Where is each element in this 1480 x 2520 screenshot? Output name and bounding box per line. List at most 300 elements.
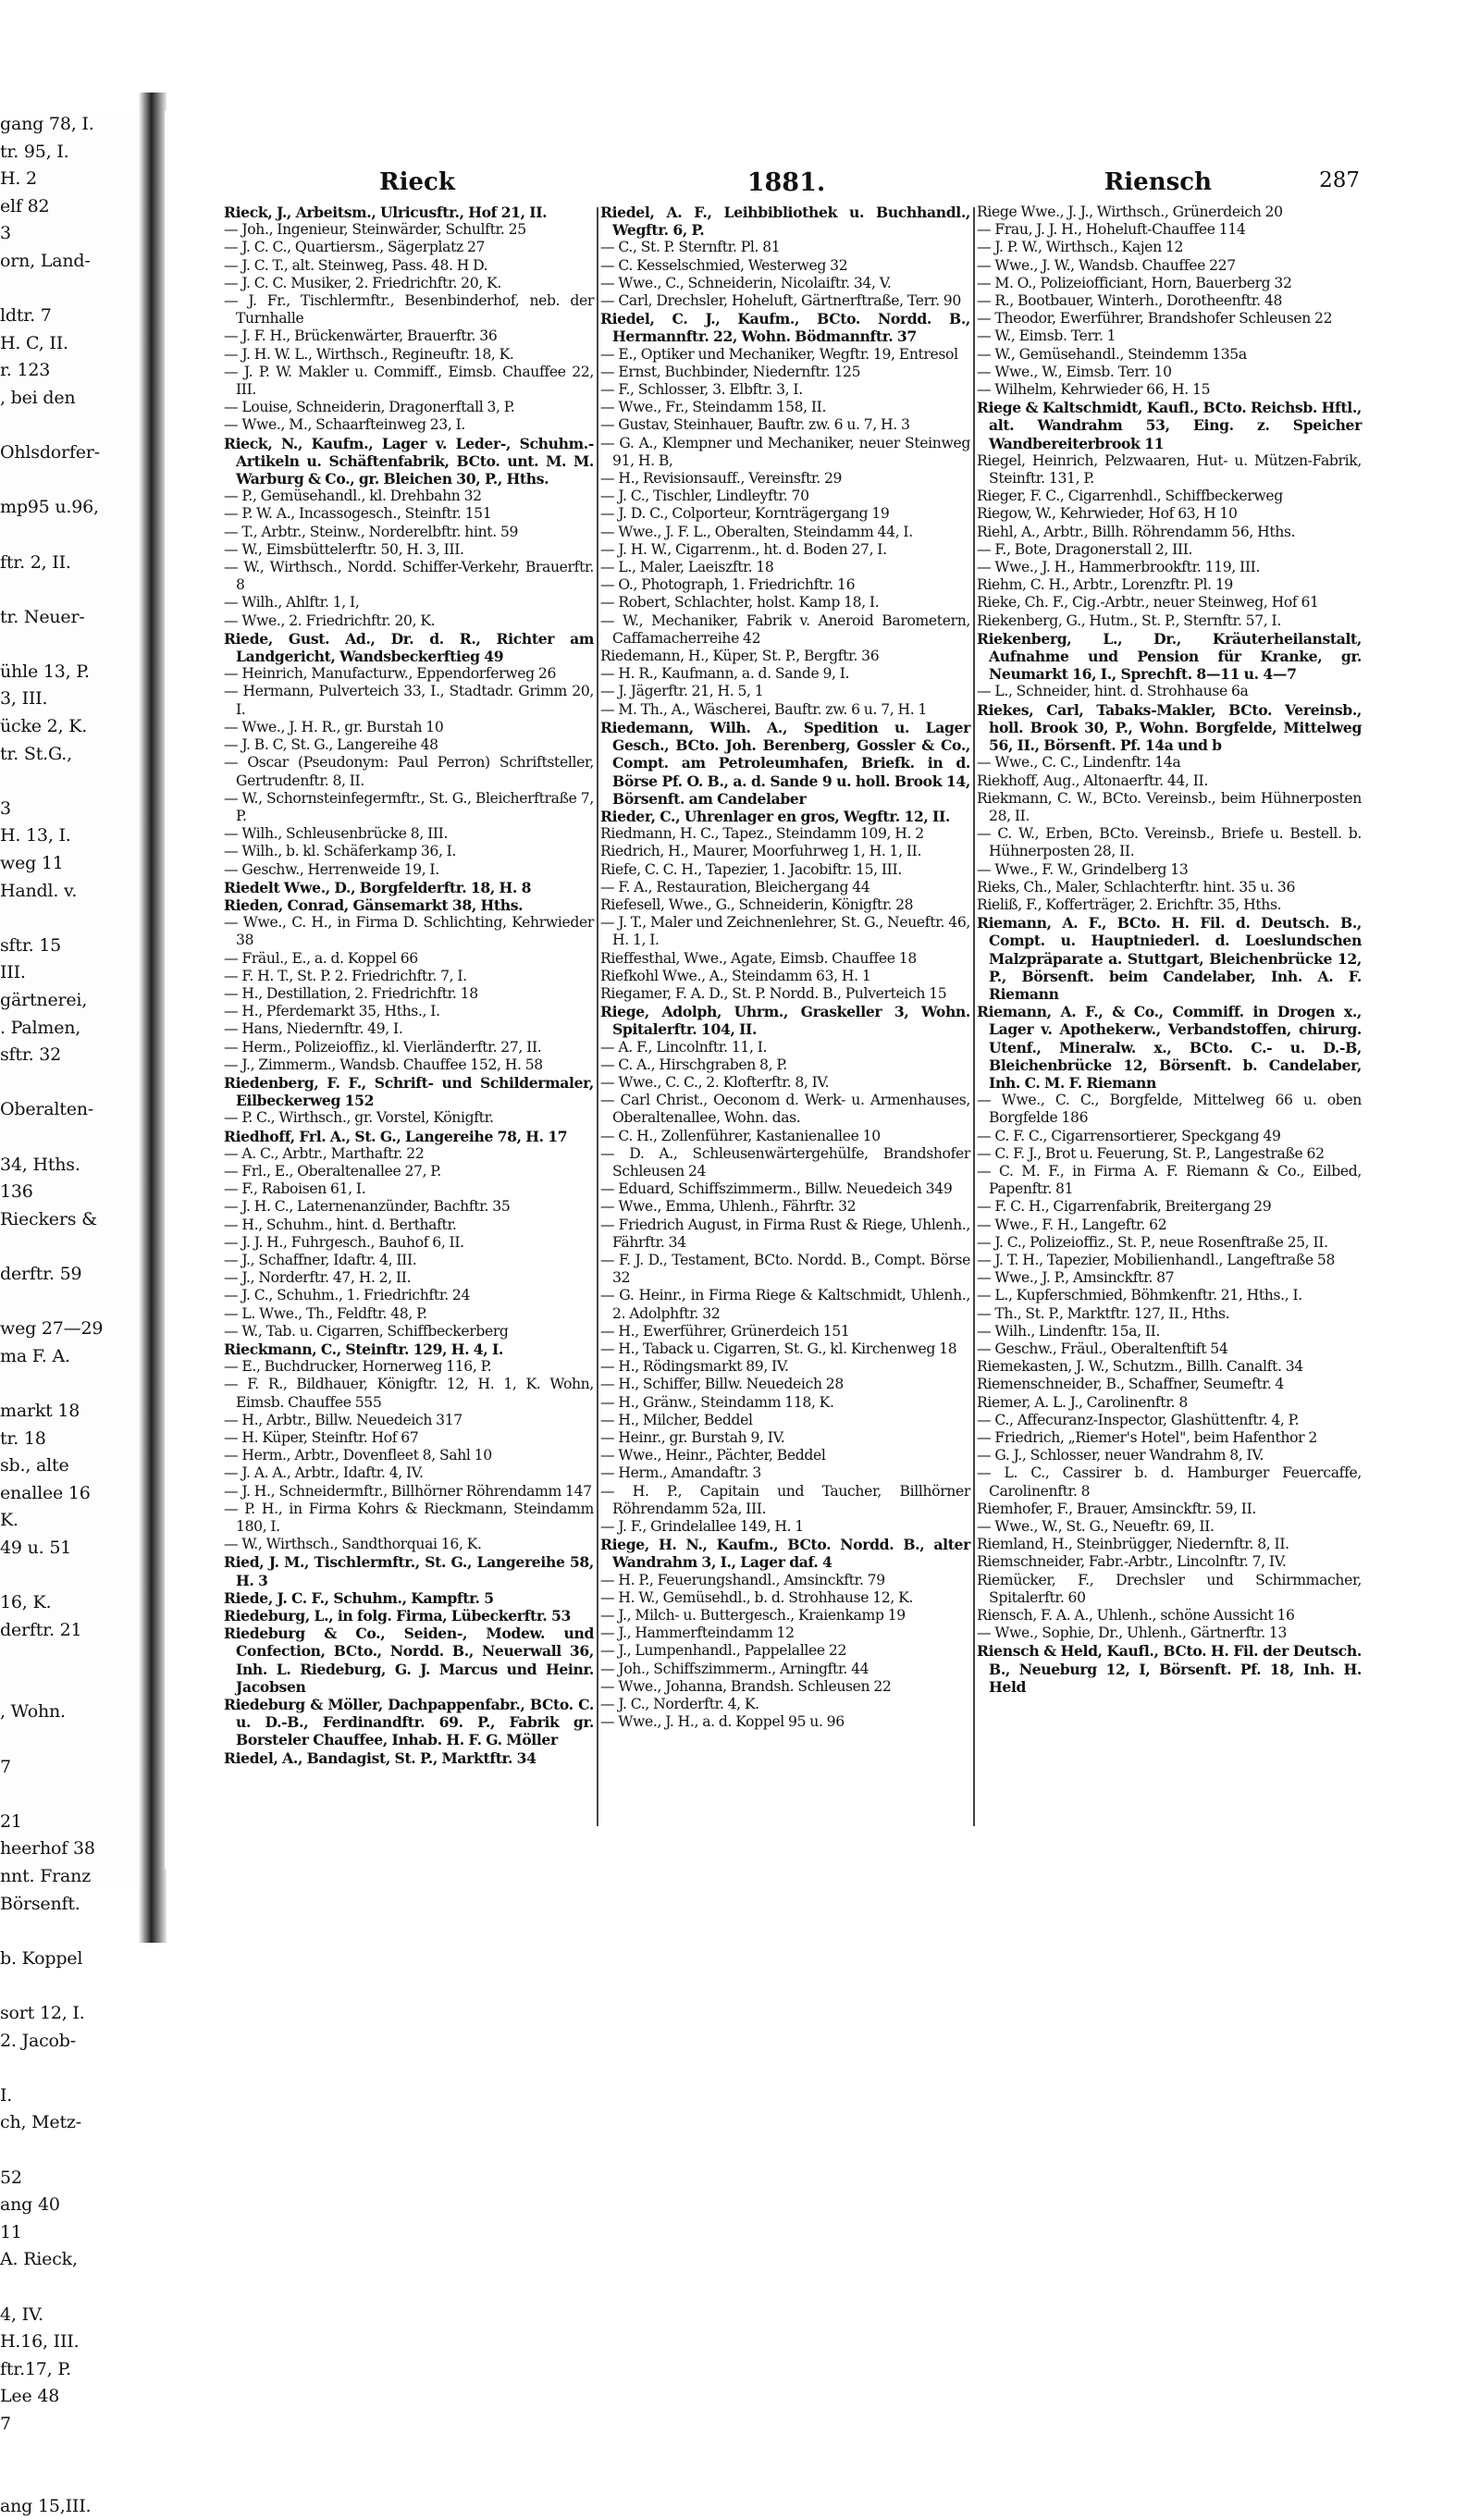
adjacent-page-line: 16, K.	[0, 1592, 52, 1613]
directory-entry: — L., Kupferschmied, Böhmkenftr. 21, Hths., I.	[977, 1287, 1302, 1304]
adjacent-page-line: ühle 13, P.	[0, 661, 90, 682]
adjacent-page-line: sftr. 32	[0, 1044, 62, 1066]
directory-entry: Riekenberg, G., Hutm., St. P., Sternftr. 57, I.	[977, 611, 1281, 629]
directory-entry: Riehm, C. H., Arbtr., Lorenzftr. Pl. 19	[977, 576, 1233, 594]
directory-entry: Riensch, F. A. A., Uhlenh., schöne Aussicht 16	[977, 1607, 1295, 1624]
adjacent-page-line	[0, 2055, 139, 2082]
directory-entry: — W., Eimsbüttelerftr. 50, H. 3, III.	[224, 540, 464, 558]
directory-entry: Riedeburg, L., in folg. Firma, Lübeckerftr. 53	[224, 1607, 571, 1625]
adjacent-page-line: gang 78, I.	[0, 114, 94, 134]
directory-entry: — Wilh., Schleusenbrücke 8, III.	[224, 825, 449, 843]
adjacent-page-line: H. C, II.	[0, 332, 68, 353]
directory-entry: — P. H., in Firma Kohrs & Rieckmann, Steindamm 180, I.	[224, 1500, 594, 1536]
directory-entry: — J. C., Norderftr. 4, K.	[600, 1696, 759, 1713]
adjacent-page-line: A. Rieck,	[0, 2249, 78, 2270]
directory-column-3	[977, 204, 1362, 1832]
adjacent-page-line: 136	[0, 1181, 33, 1203]
directory-entry: — Heinr., gr. Burstah 9, IV.	[600, 1429, 785, 1447]
directory-entry: — J. F. H., Brückenwärter, Brauerftr. 36	[224, 327, 498, 345]
directory-entry: — W., Tab. u. Cigarren, Schiffbeckerberg	[224, 1322, 509, 1340]
adjacent-page-line	[0, 768, 139, 796]
adjacent-page-line: K.	[0, 1510, 18, 1531]
directory-entry: Rieke, Ch. F., Cig.-Arbtr., neuer Steinweg, Hof 61	[977, 594, 1319, 611]
directory-entry: — Hermann, Pulverteich 33, I., Stadtadr. Grimm 20, I.	[224, 683, 594, 718]
adjacent-page-line	[0, 522, 139, 550]
directory-entry: Riedel, C. J., Kaufm., BCto. Nordd. B., Hermannftr. 22, Wohn. Bödmannftr. 37	[600, 310, 970, 346]
adjacent-page-line: Ohlsdorfer-	[0, 442, 100, 463]
directory-entry: — H., Milcher, Beddel	[600, 1411, 753, 1428]
directory-entry: — H., Gränw., Steindamm 118, K.	[600, 1393, 834, 1411]
directory-entry: — F., Bote, Dragonerstall 2, III.	[977, 540, 1193, 558]
directory-entry: Rieckmann, C., Steinftr. 129, H. 4, I.	[224, 1340, 503, 1358]
adjacent-page-line: Rieckers &	[0, 1208, 97, 1229]
directory-entry: — H., Schuhm., hint. d. Berthaftr.	[224, 1216, 457, 1233]
adjacent-page-line: sort 12, I.	[0, 2002, 85, 2023]
directory-entry: — H. Küper, Steinftr. Hof 67	[224, 1429, 419, 1447]
directory-entry: — F., Schlosser, 3. Elbftr. 3, I.	[600, 381, 803, 399]
directory-entry: Riege & Kaltschmidt, Kaufl., BCto. Reichsb. Hftl., alt. Wandrahm 53, Eing. z. Speicher Wandbereiterbrook 11	[977, 399, 1362, 452]
directory-entry: Riekenberg, L., Dr., Kräuterheilanstalt, Aufnahme und Pension für Kranke, gr. Neumarkt 16, I., Sprechft. 8—11 u. 4—7	[977, 629, 1362, 684]
adjacent-page-line: derftr. 59	[0, 1263, 82, 1284]
directory-entry: Ried, J. M., Tischlermftr., St. G., Langereihe 58, H. 3	[224, 1553, 594, 1589]
directory-entry: Riedemann, H., Küper, St. P., Bergftr. 36	[600, 648, 880, 665]
directory-entry: — Wwe., W., St. G., Neueftr. 69, II.	[977, 1518, 1215, 1536]
directory-entry: — Wwe., C., Schneiderin, Nicolaiftr. 34, V.	[600, 274, 892, 291]
directory-entry: Riefkohl Wwe., A., Steindamm 63, H. 1	[600, 967, 871, 984]
directory-entry: — Friedrich August, in Firma Rust & Riege, Uhlenh., Fährftr. 34	[600, 1216, 970, 1251]
directory-entry: Riefe, C. C. H., Tapezier, 1. Jacobiftr. 15, III.	[600, 860, 902, 878]
directory-entry: — J. C., Schuhm., 1. Friedrichftr. 24	[224, 1287, 471, 1304]
column-divider	[973, 207, 975, 1826]
adjacent-page-line: sb., alte	[0, 1455, 69, 1476]
directory-entry: — D. A., Schleusenwärtergehülfe, Brandshofer Schleusen 24	[600, 1144, 970, 1180]
directory-entry: — Gustav, Steinhauer, Bauftr. zw. 6 u. 7, H. 3	[600, 416, 910, 434]
adjacent-page-line	[0, 1562, 139, 1589]
adjacent-page-line: nnt. Franz	[0, 1866, 92, 1886]
adjacent-page-line: derftr. 21	[0, 1619, 82, 1640]
directory-entry: — W., Gemüsehandl., Steindemm 135a	[977, 345, 1247, 363]
adjacent-page-line: mp95 u.96,	[0, 497, 99, 518]
adjacent-page-line: tr. St.G.,	[0, 743, 72, 764]
adjacent-page-line: . Palmen,	[0, 1017, 81, 1038]
adjacent-page-line	[0, 1644, 139, 1672]
directory-entry: — A. F., Lincolnftr. 11, I.	[600, 1038, 768, 1056]
adjacent-page-line: Oberalten-	[0, 1099, 94, 1120]
running-head	[213, 168, 1360, 205]
directory-entry: — G. A., Klempner und Mechaniker, neuer Steinweg 91, H. B,	[600, 434, 970, 469]
directory-entry: — F. C. H., Cigarrenfabrik, Breitergang 29	[977, 1198, 1272, 1216]
adjacent-page-line: H. 13, I.	[0, 825, 71, 846]
adjacent-page-line: 7	[0, 1756, 11, 1777]
directory-entry: — J. H., Schneidermftr., Billhörner Röhrendamm 147	[224, 1482, 592, 1500]
directory-entry: Riemücker, F., Drechsler und Schirmmacher, Spitalerftr. 60	[977, 1571, 1362, 1606]
directory-entry: — L., Maler, Laeiszftr. 18	[600, 559, 774, 576]
directory-entry: — Wwe., Emma, Uhlenh., Fährftr. 32	[600, 1198, 857, 1216]
adjacent-page-line	[0, 631, 139, 659]
directory-entry: — H., Schiffer, Billw. Neuedeich 28	[600, 1376, 844, 1393]
adjacent-page-line	[0, 1918, 139, 1946]
directory-entry: Riedmann, H. C., Tapez., Steindamm 109, H. 2	[600, 825, 924, 843]
directory-entry: — C. W., Erben, BCto. Vereinsb., Briefe u. Bestell. b. Hühnerposten 28, II.	[977, 825, 1362, 860]
adjacent-page-line: ftr.17, P.	[0, 2358, 71, 2379]
directory-entry: Riekhoff, Aug., Altonaerftr. 44, II.	[977, 772, 1208, 789]
directory-entry: Riedeburg & Möller, Dachpappenfabr., BCto. C. u. D.-B., Ferdinandftr. 69. P., Fabrik gr. Borsteler Chauffee, Inhab. H. F. G. Möller	[224, 1696, 594, 1749]
directory-entry: — P. C., Wirthsch., gr. Vorstel, Königftr.	[224, 1109, 494, 1127]
directory-entry: — J. Jägerftr. 21, H. 5, 1	[600, 683, 764, 700]
directory-entry: Riede, Gust. Ad., Dr. d. R., Richter am Landgericht, Wandsbeckerftieg 49	[224, 629, 594, 666]
directory-entry: — J. T., Maler und Zeichnenlehrer, St. G., Neueftr. 46, H. 1, I.	[600, 914, 970, 949]
directory-entry: Rieden, Conrad, Gänsemarkt 38, Hths.	[224, 896, 524, 914]
directory-entry: — Wwe., J. W., Wandsb. Chauffee 227	[977, 256, 1236, 274]
directory-entry: — C. Kesselschmied, Westerweg 32	[600, 256, 848, 274]
adjacent-page-line	[0, 276, 139, 303]
adjacent-page-line: Lee 48	[0, 2386, 60, 2407]
adjacent-page-line: orn, Land-	[0, 250, 91, 271]
adjacent-page-line	[0, 2465, 139, 2493]
directory-entry: — Wwe., 2. Friedrichftr. 20, K.	[224, 611, 436, 629]
directory-entry: Riedelt Wwe., D., Borgfelderftr. 18, H. 8	[224, 878, 532, 896]
adjacent-page-line: markt 18	[0, 1400, 80, 1421]
directory-entry: — J. C., Polizeioffiz., St. P., neue Rosenftraße 25, II.	[977, 1233, 1328, 1251]
adjacent-page-line: ang 40	[0, 2194, 60, 2216]
directory-entry: — J., Norderftr. 47, H. 2, II.	[224, 1269, 412, 1287]
directory-entry: Rieck, J., Arbeitsm., Ulricusftr., Hof 21, II.	[224, 204, 548, 221]
directory-entry: — Th., St. P., Marktftr. 127, II., Hths.	[977, 1304, 1230, 1322]
directory-entry: — G. J., Schlosser, neuer Wandrahm 8, IV.	[977, 1447, 1264, 1464]
directory-entry: Riehl, A., Arbtr., Billh. Röhrendamm 56, Hths.	[977, 523, 1296, 540]
directory-entry: — Wwe., C. H., in Firma D. Schlichting, Kehrwieder 38	[224, 914, 594, 949]
adjacent-page-line: , bei den	[0, 387, 76, 408]
directory-entry: — J. H. W. L., Wirthsch., Regineuftr. 18, K.	[224, 345, 514, 363]
directory-entry: — L., Schneider, hint. d. Strohhause 6a	[977, 683, 1249, 700]
adjacent-page-line	[0, 413, 139, 440]
directory-entry: — Joh., Schiffszimmerm., Arningftr. 44	[600, 1660, 870, 1677]
adjacent-page-line: gärtnerei,	[0, 990, 88, 1010]
directory-entry: Riekmann, C. W., BCto. Vereinsb., beim Hühnerposten 28, II.	[977, 789, 1362, 824]
directory-entry: — Hans, Niedernftr. 49, I.	[224, 1020, 403, 1038]
directory-entry: Riegamer, F. A. D., St. P. Nordd. B., Pulverteich 15	[600, 984, 947, 1002]
directory-entry: — Frau, J. J. H., Hoheluft-Chauffee 114	[977, 221, 1246, 239]
directory-entry: — H. W., Gemüsehdl., b. d. Strohhause 12, K.	[600, 1588, 914, 1606]
directory-entry: — E., Optiker und Mechaniker, Wegftr. 19, Entresol	[600, 345, 958, 363]
directory-entry: — J. D. C., Colporteur, Kornträgergang 19	[600, 505, 890, 523]
directory-entry: — H., Pferdemarkt 35, Hths., I.	[224, 1003, 440, 1020]
directory-entry: — R., Bootbauer, Winterh., Dorotheenftr. 48	[977, 292, 1283, 310]
directory-entry: — P., Gemüsehandl., kl. Drehbahn 32	[224, 488, 482, 505]
directory-entry: — H., Rödingsmarkt 89, IV.	[600, 1358, 789, 1376]
adjacent-page-line: III.	[0, 962, 26, 983]
directory-entry: — C. H., Zollenführer, Kastanienallee 10	[600, 1127, 881, 1144]
adjacent-page-line	[0, 1124, 139, 1152]
adjacent-page-line: ldtr. 7	[0, 305, 52, 327]
directory-entry: — Wwe., C. C., Lindenftr. 14a	[977, 754, 1181, 772]
directory-entry: — Theodor, Ewerführer, Brandshofer Schleusen 22	[977, 310, 1333, 327]
adjacent-page-line	[0, 1233, 139, 1261]
adjacent-page-line: elf 82	[0, 195, 50, 216]
adjacent-page-line	[0, 1781, 139, 1809]
directory-column-1	[224, 204, 594, 1832]
directory-entry: — J. Fr., Tischlermftr., Besenbinderhof, neb. der Turnhalle	[224, 292, 594, 327]
adjacent-page-line: tr. 95, I.	[0, 141, 69, 162]
directory-entry: Rieks, Ch., Maler, Schlachterftr. hint. 35 u. 36	[977, 878, 1296, 896]
directory-entry: Riekes, Carl, Tabaks-Makler, BCto. Vereinsb., holl. Brook 30, P., Wohn. Borgfelde, Mittelweg 56, II., Börsenft. Pf. 14a und b	[977, 700, 1362, 755]
adjacent-page-line: ücke 2, K.	[0, 716, 88, 737]
directory-entry: — J. C. C., Quartiersm., Sägerplatz 27	[224, 239, 486, 256]
adjacent-page-line	[0, 1069, 139, 1097]
directory-entry: Rieger, F. C., Cigarrenhdl., Schiffbeckerweg	[977, 488, 1283, 505]
adjacent-page-line	[0, 2274, 139, 2302]
directory-entry: — J. P. W., Wirthsch., Kajen 12	[977, 239, 1184, 256]
directory-entry: — Friedrich, „Riemer's Hotel", beim Hafenthor 2	[977, 1429, 1317, 1447]
directory-entry: — W., Eimsb. Terr. 1	[977, 327, 1116, 345]
directory-entry: — F. J. D., Testament, BCto. Nordd. B., Compt. Börse 32	[600, 1251, 970, 1287]
directory-entry: — Wilh., b. kl. Schäferkamp 36, I.	[224, 843, 457, 860]
directory-entry: — J. C., Tischler, Lindleyftr. 70	[600, 488, 809, 505]
directory-entry: — J., Lumpenhandl., Pappelallee 22	[600, 1642, 847, 1660]
directory-entry: — Eduard, Schiffszimmerm., Billw. Neuedeich 349	[600, 1180, 953, 1198]
directory-entry: — C. F. C., Cigarrensortierer, Speckgang 49	[977, 1127, 1281, 1144]
directory-entry: — H., Revisionsauff., Vereinsftr. 29	[600, 470, 843, 488]
adjacent-page-line: 49 u. 51	[0, 1537, 72, 1558]
book-gutter	[139, 93, 166, 1943]
directory-entry: Riemschneider, Fabr.-Arbtr., Lincolnftr. 7, IV.	[977, 1553, 1287, 1571]
running-head-right: Riensch	[1104, 168, 1212, 196]
directory-entry: — C., St. P. Sternftr. Pl. 81	[600, 239, 781, 256]
adjacent-page-line: tr. 18	[0, 1427, 46, 1449]
adjacent-page-line: weg 27—29	[0, 1318, 104, 1340]
directory-entry: — H., Destillation, 2. Friedrichftr. 18	[224, 984, 478, 1002]
directory-entry: — Fräul., E., a. d. Koppel 66	[224, 949, 418, 967]
adjacent-page-line: ang 15,III.	[0, 2495, 92, 2516]
directory-columns	[224, 204, 1362, 1832]
directory-entry: Riege, H. N., Kaufm., BCto. Nordd. B., alter Wandrahm 3, I., Lager daf. 4	[600, 1536, 970, 1572]
adjacent-page-line: 3	[0, 223, 11, 244]
directory-entry: — Oscar (Pseudonym: Paul Perron) Schriftsteller, Gertrudenftr. 8, II.	[224, 754, 594, 789]
directory-entry: Rieck, N., Kaufm., Lager v. Leder-, Schuhm.-Artikeln u. Schäftenfabrik, BCto. unt. M. M. Warburg & Co., gr. Bleichen 30, P., Hths.	[224, 434, 594, 488]
directory-entry: Riensch & Held, Kaufl., BCto. H. Fil. der Deutsch. B., Neueburg 12, I, Börsenft. Pf. 18, Inh. H. Held	[977, 1642, 1362, 1696]
directory-entry: — W., Mechaniker, Fabrik v. Aneroid Barometern, Caffamacherreihe 42	[600, 611, 970, 647]
directory-entry: — Wwe., J. H., Hammerbrookftr. 119, III.	[977, 559, 1261, 576]
directory-entry: — H., Arbtr., Billw. Neuedeich 317	[224, 1411, 462, 1428]
directory-entry: — Wwe., F. H., Langeftr. 62	[977, 1216, 1167, 1233]
directory-entry: — J., Zimmerm., Wandsb. Chauffee 152, H. 58	[224, 1056, 543, 1073]
directory-entry: — H. R., Kaufmann, a. d. Sande 9, I.	[600, 665, 850, 683]
adjacent-page-line: 34, Hths.	[0, 1154, 80, 1175]
directory-entry: — Herm., Polizeioffiz., kl. Vierländerftr. 27, II.	[224, 1038, 542, 1056]
adjacent-page-line	[0, 467, 139, 495]
directory-entry: — Wwe., J. H., a. d. Koppel 95 u. 96	[600, 1713, 845, 1731]
directory-entry: — Wwe., W., Eimsb. Terr. 10	[977, 363, 1172, 380]
adjacent-page-line: H.16, III.	[0, 2331, 80, 2353]
directory-entry: — J. P. W. Makler u. Commiff., Eimsb. Chauffee 22, III.	[224, 363, 594, 399]
adjacent-page-line	[0, 576, 139, 604]
directory-entry: — J. H. W., Cigarrenm., ht. d. Boden 27, I.	[600, 540, 887, 558]
directory-entry: — L. Wwe., Th., Feldftr. 48, P.	[224, 1304, 427, 1322]
directory-entry: Riedeburg & Co., Seiden-, Modew. und Confection, BCto., Nordd. B., Neuerwall 36, Inh. L. Riedeburg, G. J. Marcus und Heinr. Jacobsen	[224, 1624, 594, 1696]
adjacent-page-line: ma F. A.	[0, 1345, 70, 1366]
directory-entry: — J., Milch- u. Buttergesch., Kraienkamp 19	[600, 1607, 906, 1624]
adjacent-page-line: , Wohn.	[0, 1701, 66, 1723]
directory-entry: — Heinrich, Manufacturw., Eppendorferweg 26	[224, 665, 557, 683]
running-head-year: 1881.	[746, 168, 826, 197]
directory-entry: Riegow, W., Kehrwieder, Hof 63, H 10	[977, 505, 1238, 523]
adjacent-page-line: H. 2	[0, 168, 37, 190]
directory-entry: — W., Schornsteinfegermftr., St. G., Bleicherftraße 7, P.	[224, 789, 594, 824]
adjacent-page-line	[0, 2438, 139, 2465]
adjacent-page-line	[0, 1972, 139, 2000]
adjacent-page-line: 7	[0, 2413, 11, 2434]
adjacent-page-line: 4, IV.	[0, 2304, 43, 2325]
directory-entry: — J. T. H., Tapezier, Mobilienhandl., Langeftraße 58	[977, 1251, 1336, 1268]
directory-entry: — Wwe., C. C., Borgfelde, Mittelweg 66 u. oben Borgfelde 186	[977, 1092, 1362, 1127]
directory-entry: — Frl., E., Oberaltenallee 27, P.	[224, 1162, 441, 1180]
running-head-left: Rieck	[379, 168, 455, 196]
directory-entry: — G. Heinr., in Firma Riege & Kaltschmidt, Uhlenh., 2. Adolphftr. 32	[600, 1287, 970, 1322]
directory-entry: Rieliß, F., Kofferträger, 2. Erichftr. 35, Hths.	[977, 896, 1282, 913]
directory-entry: Riemenschneider, B., Schaffner, Seumeftr. 4	[977, 1376, 1285, 1393]
directory-entry: — Carl Christ., Oeconom d. Werk- u. Armenhauses, Oberaltenallee, Wohn. das.	[600, 1092, 970, 1127]
directory-entry: — A. C., Arbtr., Marthaftr. 22	[224, 1144, 425, 1162]
adjacent-page-line	[0, 1672, 139, 1699]
directory-entry: — Wilh., Lindenftr. 15a, II.	[977, 1322, 1161, 1340]
directory-entry: — Geschw., Herrenweide 19, I.	[224, 860, 439, 878]
directory-entry: Riedhoff, Frl. A., St. G., Langereihe 78, H. 17	[224, 1127, 568, 1145]
directory-entry: Riege Wwe., J. J., Wirthsch., Grünerdeich 20	[977, 204, 1283, 220]
directory-entry: — J. F., Grindelallee 149, H. 1	[600, 1518, 804, 1536]
adjacent-page-fragment	[0, 111, 139, 2516]
adjacent-page-line: 3, III.	[0, 688, 48, 710]
directory-entry: — Ernst, Buchbinder, Niedernftr. 125	[600, 363, 861, 380]
adjacent-page-line: heerhof 38	[0, 1838, 95, 1859]
directory-entry: — Herm., Arbtr., Dovenfleet 8, Sahl 10	[224, 1447, 492, 1464]
directory-entry: — H., Taback u. Cigarren, St. G., kl. Kirchenweg 18	[600, 1340, 957, 1357]
adjacent-page-line: weg 11	[0, 853, 64, 874]
directory-entry: — Wwe., Heinr., Pächter, Beddel	[600, 1447, 826, 1464]
directory-entry: — Wwe., J. P., Amsinckftr. 87	[977, 1269, 1175, 1287]
directory-entry: Rieder, C., Uhrenlager en gros, Wegftr. 12, II.	[600, 807, 950, 825]
directory-entry: Riemann, A. F., BCto. H. Fil. d. Deutsch. B., Compt. u. Hauptniederl. d. Loeslundschen Malzpräparate a. Stuttgart, Bleichenbrücke 12, P., Börsenft. beim Candelaber, Inh. A. F. Riemann	[977, 914, 1362, 1003]
directory-entry: — Geschw., Fräul., Oberaltenftift 54	[977, 1340, 1228, 1357]
adjacent-page-line: I.	[0, 2084, 13, 2106]
directory-entry: Rieffesthal, Wwe., Agate, Eimsb. Chauffee 18	[600, 949, 917, 967]
directory-entry: Riedel, A., Bandagist, St. P., Marktftr. 34	[224, 1748, 536, 1767]
directory-entry: — Carl, Drechsler, Hoheluft, Gärtnerftraße, Terr. 90	[600, 292, 961, 310]
directory-entry: — Wwe., J. F. L., Oberalten, Steindamm 44, I.	[600, 523, 913, 540]
directory-entry: Riemekasten, J. W., Schutzm., Billh. Canalft. 34	[977, 1358, 1303, 1376]
directory-column-2	[600, 204, 970, 1832]
directory-entry: — Herm., Amandaftr. 3	[600, 1464, 761, 1482]
directory-entry: — H. P., Feuerungshandl., Amsinckftr. 79	[600, 1571, 885, 1588]
directory-entry: — F. R., Bildhauer, Königftr. 12, H. 1, K. Wohn, Eimsb. Chauffee 555	[224, 1376, 594, 1411]
adjacent-page-line	[0, 1726, 139, 1754]
adjacent-page-line: b. Koppel	[0, 1947, 83, 1969]
directory-entry: — F., Raboisen 61, I.	[224, 1180, 366, 1198]
adjacent-page-line	[0, 1370, 139, 1398]
adjacent-page-line: Börsenft.	[0, 1893, 80, 1914]
directory-entry: — Wwe., J. H. R., gr. Burstah 10	[224, 718, 444, 735]
directory-entry: — Wwe., F. W., Grindelberg 13	[977, 860, 1189, 878]
directory-entry: — J., Schaffner, Idaftr. 4, III.	[224, 1251, 417, 1268]
directory-entry: Riegel, Heinrich, Pelzwaaren, Hut- u. Mützen-Fabrik, Steinftr. 131, P.	[977, 451, 1362, 488]
directory-entry: — J. A. A., Arbtr., Idaftr. 4, IV.	[224, 1464, 424, 1482]
adjacent-page-line: 11	[0, 2221, 22, 2242]
directory-entry: Riede, J. C. F., Schuhm., Kampftr. 5	[224, 1588, 494, 1607]
column-divider	[597, 207, 598, 1826]
directory-entry: — E., Buchdrucker, Hornerweg 116, P.	[224, 1358, 492, 1376]
directory-entry: — Joh., Ingenieur, Steinwärder, Schulftr. 25	[224, 221, 526, 239]
directory-entry: — C. A., Hirschgraben 8, P.	[600, 1056, 787, 1073]
adjacent-page-line: 21	[0, 1810, 22, 1832]
directory-entry: — T., Arbtr., Steinw., Norderelbftr. hint. 59	[224, 523, 519, 540]
directory-entry: — Wwe., Sophie, Dr., Uhlenh., Gärtnerftr. 13	[977, 1624, 1288, 1642]
directory-entry: — Wwe., M., Schaarfteinweg 23, I.	[224, 416, 466, 434]
directory-entry: — Robert, Schlachter, holst. Kamp 18, I.	[600, 594, 880, 611]
directory-entry: Riedenberg, F. F., Schrift- und Schildermaler, Eilbeckerweg 152	[224, 1073, 594, 1110]
directory-entry: — W., Wirthsch., Nordd. Schiffer-Verkehr, Brauerftr. 8	[224, 559, 594, 594]
directory-entry: — Wilhelm, Kehrwieder 66, H. 15	[977, 381, 1211, 399]
directory-entry: — W., Wirthsch., Sandthorquai 16, K.	[224, 1536, 482, 1553]
directory-entry: Riedemann, Wilh. A., Spedition u. Lager Gesch., BCto. Joh. Berenberg, Gossler & Co., Compt. am Petroleumhafen, Briefk. in d. Börse Pf. O. B., a. d. Sande 9 u. holl. Brook 14, Börsenft. am Candelaber	[600, 718, 970, 808]
adjacent-page-line: enallee 16	[0, 1482, 91, 1503]
directory-entry: — M. Th., A., Wäscherei, Bauftr. zw. 6 u. 7, H. 1	[600, 700, 928, 718]
directory-entry: Riedrich, H., Maurer, Moorfuhrweg 1, H. 1, II.	[600, 843, 922, 860]
directory-entry: — J. H. C., Laternenanzünder, Bachftr. 35	[224, 1198, 511, 1216]
directory-entry: — C., Affecuranz-Inspector, Glashüttenftr. 4, P.	[977, 1411, 1300, 1428]
directory-entry: — H. P., Capitain und Taucher, Billhörner Röhrendamm 52a, III.	[600, 1482, 970, 1517]
adjacent-page-line	[0, 905, 139, 933]
directory-entry: Riefesell, Wwe., G., Schneiderin, Königftr. 28	[600, 896, 914, 913]
directory-entry: — J. C. C. Musiker, 2. Friedrichftr. 20, K.	[224, 274, 501, 291]
directory-entry: Riege, Adolph, Uhrm., Graskeller 3, Wohn. Spitalerftr. 104, II.	[600, 1003, 970, 1039]
page-number: 287	[1319, 168, 1360, 192]
adjacent-page-line: 52	[0, 2167, 22, 2188]
directory-entry: — J., Hammerfteindamm 12	[600, 1624, 795, 1642]
adjacent-page-line: sftr. 15	[0, 934, 62, 956]
directory-entry: — C. M. F., in Firma A. F. Riemann & Co., Eilbed, Papenftr. 81	[977, 1162, 1362, 1198]
directory-entry: — H., Ewerführer, Grünerdeich 151	[600, 1322, 850, 1340]
directory-entry: — F. A., Restauration, Bleichergang 44	[600, 878, 870, 896]
directory-entry: — Wilh., Ahlftr. 1, I,	[224, 594, 360, 611]
directory-entry: — C. F. J., Brot u. Feuerung, St. P., Langestraße 62	[977, 1144, 1325, 1162]
directory-entry: — L. C., Cassirer b. d. Hamburger Feuercaffe, Carolinenftr. 8	[977, 1464, 1362, 1500]
directory-entry: Riemhofer, F., Brauer, Amsinckftr. 59, II.	[977, 1500, 1257, 1517]
directory-entry: Riemland, H., Steinbrügger, Niedernftr. 8, II.	[977, 1536, 1289, 1553]
adjacent-page-line	[0, 2137, 139, 2165]
adjacent-page-line: Handl. v.	[0, 880, 78, 901]
directory-entry: — J. J. H., Fuhrgesch., Bauhof 6, II.	[224, 1233, 464, 1251]
directory-entry: — F. H. T., St. P. 2. Friedrichftr. 7, I.	[224, 967, 467, 984]
directory-entry: — J. B. C, St. G., Langereihe 48	[224, 736, 438, 754]
directory-entry: — Wwe., Fr., Steindamm 158, II.	[600, 399, 827, 416]
adjacent-page-line	[0, 1289, 139, 1316]
directory-entry: — Wwe., Johanna, Brandsh. Schleusen 22	[600, 1677, 892, 1695]
directory-entry: — J. C. T., alt. Steinweg, Pass. 48. H D.	[224, 256, 488, 274]
adjacent-page-line: ftr. 2, II.	[0, 551, 71, 573]
directory-entry: — Wwe., C. C., 2. Klofterftr. 8, IV.	[600, 1073, 830, 1091]
directory-entry: Riedel, A. F., Leihbibliothek u. Buchhandl., Wegftr. 6, P.	[600, 204, 970, 240]
adjacent-page-line: 2. Jacob-	[0, 2030, 76, 2051]
adjacent-page-line: ch, Metz-	[0, 2112, 81, 2133]
directory-entry: — M. O., Polizeiofficiant, Horn, Bauerberg 32	[977, 274, 1292, 291]
directory-entry: Riemer, A. L. J., Carolinenftr. 8	[977, 1393, 1188, 1411]
adjacent-page-line: r. 123	[0, 360, 51, 381]
adjacent-page-line: 3	[0, 797, 11, 819]
adjacent-page-line: tr. Neuer-	[0, 606, 85, 627]
directory-entry: — O., Photograph, 1. Friedrichftr. 16	[600, 576, 856, 594]
directory-entry: — P. W. A., Incassogesch., Steinftr. 151	[224, 505, 492, 523]
directory-entry: — Louise, Schneiderin, Dragonerftall 3, P.	[224, 399, 515, 416]
directory-entry: Riemann, A. F., & Co., Commiff. in Drogen x., Lager v. Apothekerw., Verbandstoffen, chirurg. Utenf., Mineralw. x., BCto. C.- u. D.-B, Bleichenbrücke 12, Börsenft. b. Candelaber, Inh. C. M. F. Riemann	[977, 1003, 1362, 1092]
